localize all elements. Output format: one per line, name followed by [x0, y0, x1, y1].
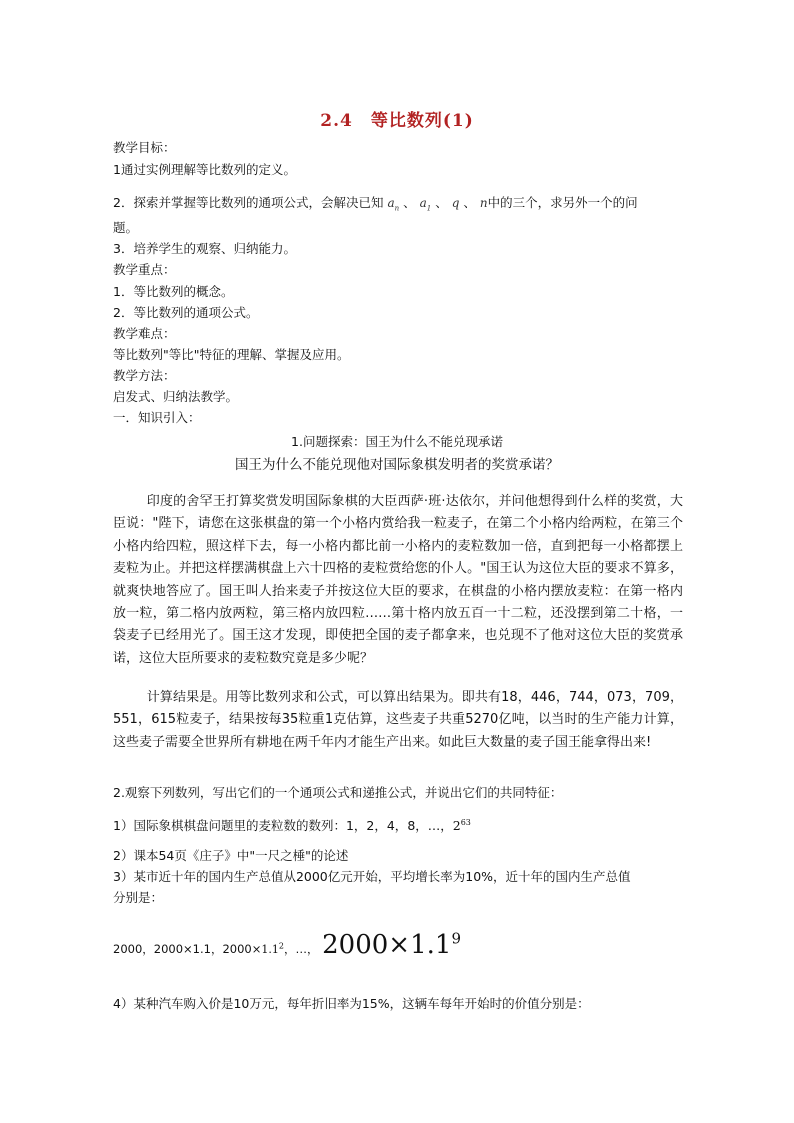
- example-3-line-1: 3）某市近十年的国内生产总值从2000亿元开始，平均增长率为10%，近十年的国内生产总值: [113, 869, 631, 884]
- separator: 、: [435, 195, 448, 210]
- problem-question: 国王为什么不能兑现他对国际象棋发明者的奖赏承诺？: [235, 457, 559, 473]
- story-paragraph: 印度的舍罕王打算奖赏发明国际象棋的大臣西萨·班·达依尔，并问他想得到什么样的奖赏，大臣说："陛下，请您在这张棋盘的第一个小格内赏给我一粒麦子，在第二个小格内给两粒，在第三个小格内给四粒，照这样下去，每一小格内都比前一小格内的麦粒数加一倍，直到把每一小格都摆上麦粒为止。并把这样摆满棋盘上六十四格的麦粒赏给您的仆人。"国王认为这位大臣的要求不算多，就爽快地答应了。国王叫人抬来麦子并按这位大臣的要求，在棋盘的小格内摆放麦粒：在第一格内放一粒，第二格内放两粒，第三格内放四粒……第十格内放五百一十二粒，还没摆到第二十格，一袋麦子已经用光了。国王这才发现，即使把全国的麦子都拿来，也兑现不了他对这位大臣的奖赏承诺，这位大臣所要求的麦粒数究竟是多少呢？: [113, 494, 683, 666]
- difficulties-heading: 教学难点：: [113, 326, 176, 341]
- observe-instruction: 2.观察下列数列，写出它们的一个通项公式和递推公式，并说出它们的共同特征：: [113, 785, 563, 800]
- objective-2-continued: 题。: [113, 220, 139, 235]
- example-1: 1）国际象棋棋盘问题里的麦粒数的数列：1，2，4，8，…，$2^{63}$: [113, 818, 471, 834]
- objective-1: 1通过实例理解等比数列的定义。: [113, 162, 296, 177]
- power-2-63: $2^{63}$: [452, 818, 471, 834]
- objective-2-text-pre: 2．探索并掌握等比数列的通项公式，会解决已知: [113, 195, 384, 210]
- key-points-heading: 教学重点：: [113, 262, 176, 277]
- page-title: 2.4 等比数列(1): [320, 111, 474, 131]
- separator: 、: [463, 195, 476, 210]
- method-1: 启发式、归纳法教学。: [113, 389, 239, 404]
- methods-heading: 教学方法：: [113, 368, 176, 383]
- example-3-sequence: 2000，2000×1.1，$2000\times 1.1^2$，…， $2000\times 1.1^9$: [113, 929, 461, 960]
- objective-2-text-post: 中的三个，求另外一个的问: [487, 195, 638, 210]
- separator: 、: [403, 195, 416, 210]
- example-2: 2）课本54页《庄子》中"一尺之棰"的论述: [113, 848, 349, 863]
- var-a1: $a_1$: [419, 196, 432, 213]
- var-n: n: [479, 196, 488, 210]
- objective-3: 3．培养学生的观察、归纳能力。: [113, 241, 296, 256]
- var-q: q: [451, 196, 460, 210]
- section-heading: 一．知识引入：: [113, 410, 201, 425]
- objective-2: [113, 195, 638, 213]
- var-an: $a_n$: [387, 196, 400, 213]
- result-paragraph: 计算结果是。用等比数列求和公式，可以算出结果为。即共有18，446，744，073，709，551，615粒麦子，结果按每35粒重1克估算，这些麦子共重5270亿吨，以当时的生产能力计算，这些麦子需要全世界所有耕地在两千年内才能生产出来。如此巨大数量的麦子国王能拿得出来!: [113, 690, 683, 750]
- example-4: 4）某种汽车购入价是10万元，每年折旧率为15%，这辆车每年开始时的价值分别是：: [113, 996, 590, 1011]
- problem-title: 1.问题探索：国王为什么不能兑现承诺: [291, 434, 503, 449]
- power-1-1-squared: $1.1^2$: [261, 941, 284, 956]
- key-point-2: 2．等比数列的通项公式。: [113, 305, 259, 320]
- difficulty-1: 等比数列"等比"特征的理解、掌握及应用。: [113, 347, 350, 362]
- objectives-heading: 教学目标：: [113, 140, 176, 155]
- formula-2000-times-1-1-pow-9: $2000\times 1.1^9$: [322, 929, 461, 960]
- key-point-1: 1．等比数列的概念。: [113, 284, 234, 299]
- example-3-line-2: 分别是：: [113, 890, 164, 905]
